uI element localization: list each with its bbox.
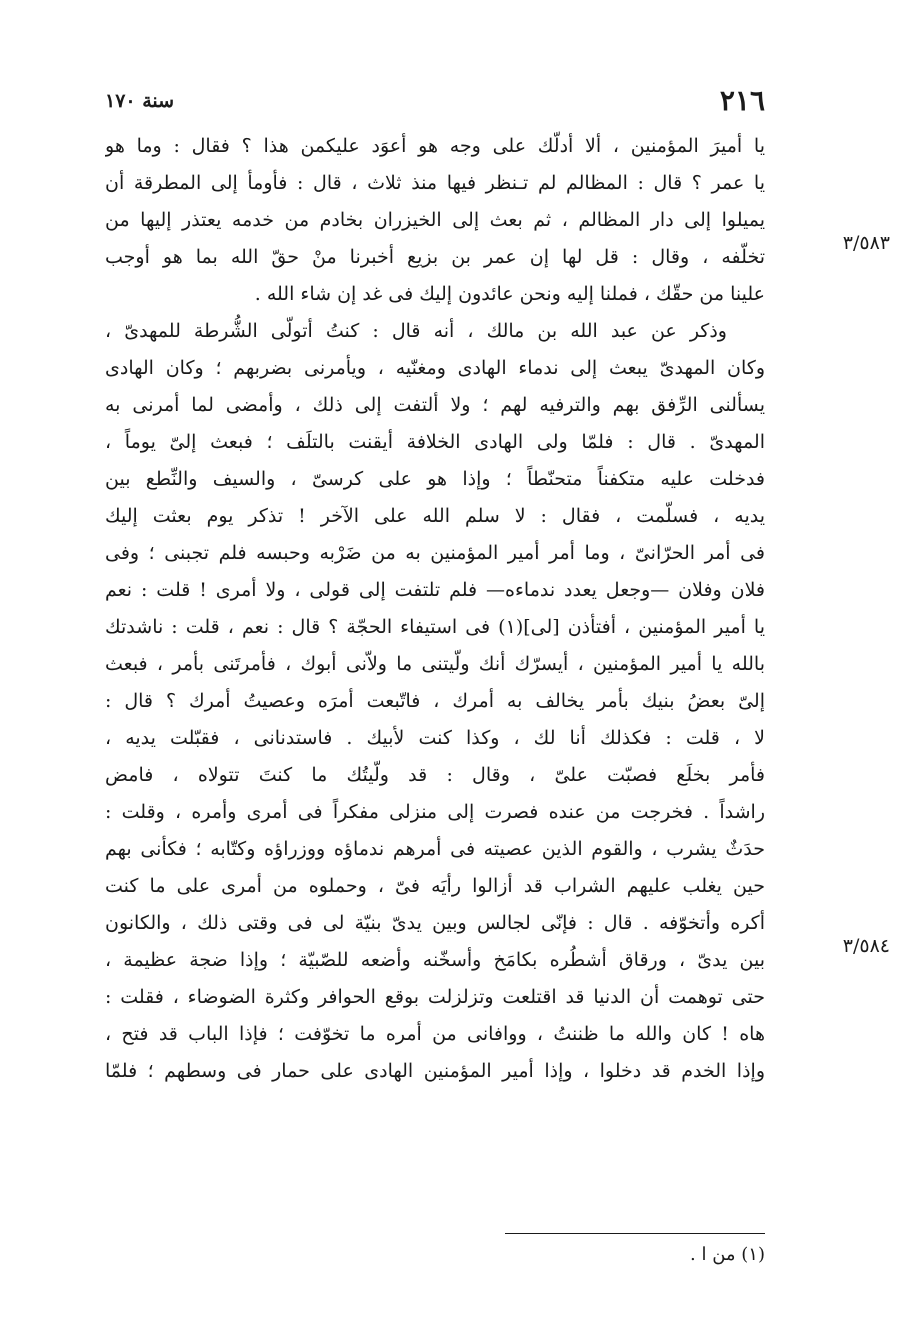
text-line: يسألنى الرِّفق بهم والترفيه لهم ؛ ولا ألتفت إلى ذلك ، وأمضى لما أمرنى به [105,394,765,416]
text-line: وإذا الخدم قد دخلوا ، وإذا أمير المؤمنين الهادى على حمار فى وسطهم ؛ فلمّا [105,1060,765,1082]
text-line: يديه ، فسلّمت ، فقال : لا سلم الله على الآخر ! تذكر يوم بعثت إليك [105,505,765,527]
text-line: وذكر عن عبد الله بن مالك ، أنه قال : كنتُ أتولّى الشُّرطة للمهدىّ ، [105,320,727,342]
body-text [105,128,765,1090]
text-line: يا أمير المؤمنين ، أفتأذن [لى](١) فى استيفاء الحجّة ؟ قال : نعم ، قلت : ناشدتك [105,616,765,638]
text-line: فأمر بخلَع فصبّت علىّ ، وقال : قد ولّيتُك ما كنتَ تتولاه ، فامض [105,764,765,786]
text-line: يميلوا إلى دار المظالم ، ثم بعث إلى الخيزران بخادم من خدمه يعتذر إليها من [105,209,765,231]
text-line: المهدىّ . قال : فلمّا ولى الهادى الخلافة أيقنت بالتلَف ؛ فبعث إلىّ يوماً ، [105,431,765,453]
footnote-divider [505,1233,765,1234]
text-line: علينا من حقّك ، فملنا إليه ونحن عائدون إليك فى غد إن شاء الله . [254,283,765,305]
text-line: إلىّ بعضُ بنيك بأمر يخالف به أمرك ، فاتّبعت أمرَه وعصيتُ أمرك ؟ قال : [105,690,765,712]
text-line: وكان المهدىّ يبعث إلى ندماء الهادى ومغنّيه ، ويأمرنى بضربهم ؛ وكان الهادى [105,357,765,379]
text-line: فى أمر الحرّانىّ ، وما أمر أمير المؤمنين به من ضَرْبه وحبسه فلم تجبنى ؛ وفى [105,542,765,564]
text-line: هاه ! كان والله ما ظننتُ ، ووافانى من أمره ما تخوّفت ؛ فإذا الباب قد فتح ، [105,1023,765,1045]
text-line: بين يدىّ ، ورقاق أشطُره بكامَخ وأسخّنه وأضعه للصّبيّة ؛ وإذا ضجة عظيمة ، [105,949,765,971]
text-line: بالله يا أمير المؤمنين ، أيسرّك أنك ولّيتنى ما ولاّنى أبوك ، فأمرتَنى بأمر ، فبعث [105,653,765,675]
text-line: لا ، قلت : فكذلك أنا لك ، وكذا كنت لأبيك . فاستدنانى ، فقبّلت يديه ، [105,727,765,749]
text-line: أكره وأتخوّفه . قال : فإنّى لجالس وبين يدىّ بنيّة لى فى وقتى ذلك ، والكانون [105,912,765,934]
running-head-year: سنة ١٧٠ [105,90,175,112]
text-line: فلان وفلان —وجعل يعدد ندماءه— فلم تلتفت إلى قولى ، ولا أمرى ! قلت : نعم [105,579,765,601]
text-line: حتى توهمت أن الدنيا قد اقتلعت وتزلزلت بوقع الحوافر وكثرة الضوضاء ، فقلت : [105,986,765,1008]
text-line: حين يغلب عليهم الشراب قد أزالوا رأيَه فىّ ، وحملوه من أمرى على ما كنت [105,875,765,897]
text-line: راشداً . فخرجت من عنده فصرت إلى منزلى مفكراً فى أمرى وأمره ، وقلت : [105,801,765,823]
text-line: فدخلت عليه متكفناً متحنّطاً ؛ وإذا هو على كرسىّ ، والسيف والنِّطع بين [105,468,765,490]
page-number: ٢١٦ [719,84,765,117]
page-header [105,84,765,124]
footnote: (١) من ا . [690,1244,765,1265]
text-line: تخلّفه ، وقال : قل لها إن عمر بن بزيع أخبرنا منْ حقّ الله بما هو أوجب [105,246,765,268]
margin-reference: ٣/٥٨٣ [842,232,890,254]
margin-reference: ٣/٥٨٤ [842,935,890,957]
text-line: حدَثٌ يشرب ، والقوم الذين عصيته فى أمرهم ندماؤه ووزراؤه وكتّابه ؛ فكأنى بهم [105,838,765,860]
text-line: يا عمر ؟ قال : المظالم لم تـنظر فيها منذ ثلاث ، قال : فأومأ إلى المطرقة أن [105,172,765,194]
text-line: يا أميرَ المؤمنين ، ألا أدلّك على وجه هو أعوَد عليكمن هذا ؟ فقال : وما هو [105,135,765,157]
